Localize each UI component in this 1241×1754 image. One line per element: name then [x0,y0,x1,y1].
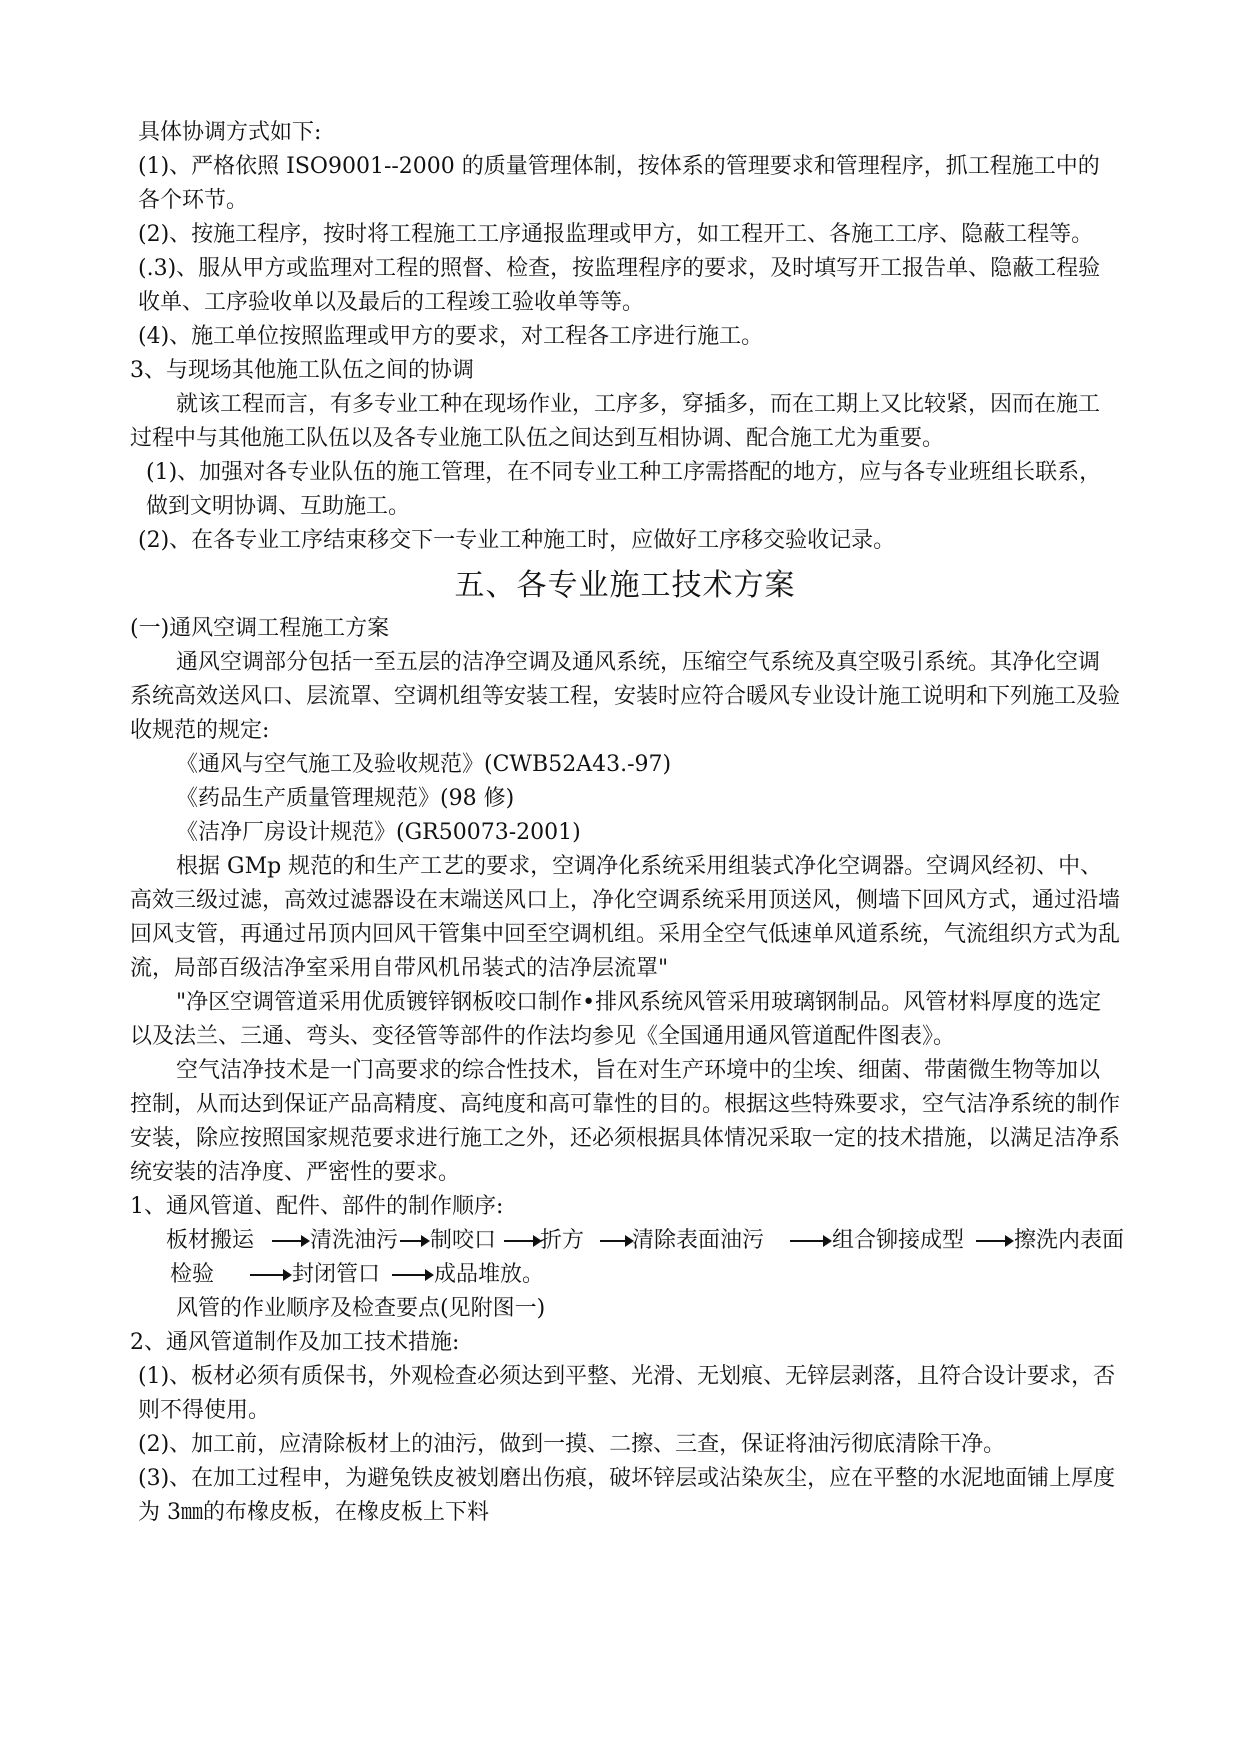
flow-step: 折方 [540,1228,585,1253]
flow-step: 检验 [170,1262,215,1287]
arrow-right-icon [400,1240,428,1242]
section-heading: 五、各专业施工技术方案 [454,568,796,603]
flow-step: 组合铆接成型 [832,1228,965,1253]
paragraph: 根据 GMp 规范的和生产工艺的要求，空调净化系统采用组装式净化空调器。空调风经初、中、高效三级过滤，高效过滤器设在末端送风口上，净化空调系统采用顶送风，侧墙下回风方式，通过沿墙回风支管，再通过吊顶内回风干管集中回至空调机组。采用全空气低速单风道系统，气流组织方式为乱流，局部百级洁净室采用自带风机吊装式的洁净层流罩" [130,854,1121,981]
flow-step: 板材搬运 [166,1228,255,1253]
arrow-right-icon [600,1240,632,1242]
section-subheading: 3、与现场其他施工队伍之间的协调 [130,358,474,383]
standard-reference: 《洁净厂房设计规范》(GR50073-2001) [176,820,581,845]
paragraph: (1)、加强对各专业队伍的施工管理，在不同专业工种工序需搭配的地方，应与各专业班组长联系，做到文明协调、互助施工。 [146,460,1102,519]
paragraph: (1)、严格依照 ISO9001--2000 的质量管理体制，按体系的管理要求和管理程序，抓工程施工中的各个环节。 [138,154,1100,213]
document-body [130,116,1125,1530]
paragraph: 风管的作业顺序及检查要点(见附图一) [176,1296,546,1321]
flow-step: 清洗油污 [310,1228,399,1253]
paragraph: "净区空调管道采用优质镀锌钢板咬口制作•排风系统风管采用玻璃钢制品。风管材料厚度的选定以及法兰、三通、弯头、变径管等部件的作法均参见《全国通用通风管道配件图表》。 [130,990,1102,1049]
arrow-right-icon [392,1274,432,1276]
paragraph: (4)、施工单位按照监理或甲方的要求，对工程各工序进行施工。 [138,324,764,349]
section-subheading: (一)通风空调工程施工方案 [130,616,390,641]
arrow-right-icon [272,1240,308,1242]
arrow-right-icon [790,1240,830,1242]
paragraph: (1)、板材必须有质保书，外观检查必须达到平整、光滑、无划痕、无锌层剥落，且符合设计要求，否则不得使用。 [138,1364,1116,1423]
process-flow-row-2 [130,1258,1120,1292]
flow-step: 成品堆放。 [434,1262,545,1287]
paragraph: 通风空调部分包括一至五层的洁净空调及通风系统，压缩空气系统及真空吸引系统。其净化空调系统高效送风口、层流罩、空调机组等安装工程，安装时应符合暖风专业设计施工说明和下列施工及验收规范的规定: [130,650,1121,743]
section-subheading: 1、通风管道、配件、部件的制作顺序: [130,1194,504,1219]
section-subheading: 2、通风管道制作及加工技术措施: [130,1330,460,1355]
paragraph: (2)、在各专业工序结束移交下一专业工种施工时，应做好工序移交验收记录。 [138,528,896,553]
flow-step: 制咬口 [430,1228,497,1253]
flow-step: 封闭管口 [292,1262,381,1287]
arrow-right-icon [976,1240,1012,1242]
paragraph: 具体协调方式如下: [138,120,322,145]
standard-reference: 《药品生产质量管理规范》(98 修) [176,786,515,811]
paragraph: (.3)、服从甲方或监理对工程的照督、检查，按监理程序的要求，及时填写开工报告单、隐蔽工程验收单、工序验收单以及最后的工程竣工验收单等等。 [138,256,1101,315]
process-flow-row-1 [130,1224,1125,1258]
standard-reference: 《通风与空气施工及验收规范》(CWB52A43.-97) [176,752,672,777]
flow-step: 擦洗内表面 [1014,1228,1125,1253]
arrow-right-icon [504,1240,540,1242]
paragraph: 就该工程而言，有多专业工种在现场作业，工序多，穿插多，而在工期上又比较紧，因而在施工过程中与其他施工队伍以及各专业施工队伍之间达到互相协调、配合施工尤为重要。 [130,392,1101,451]
flow-step: 清除表面油污 [632,1228,765,1253]
paragraph: (2)、加工前，应清除板材上的油污，做到一摸、二擦、三查，保证将油污彻底清除干净。 [138,1432,1006,1457]
paragraph: 空气洁净技术是一门高要求的综合性技术，旨在对生产环境中的尘埃、细菌、带菌微生物等加以控制，从而达到保证产品高精度、高纯度和高可靠性的目的。根据这些特殊要求，空气洁净系统的制作安装，除应按照国家规范要求进行施工之外，还必须根据具体情况采取一定的技术措施，以满足洁净系统安装的洁净度、严密性的要求。 [130,1058,1121,1185]
arrow-right-icon [250,1274,290,1276]
paragraph: (2)、按施工程序，按时将工程施工工序通报监理或甲方，如工程开工、各施工工序、隐蔽工程等。 [138,222,1094,247]
paragraph: (3)、在加工过程申，为避兔铁皮被划磨出伤痕，破坏锌层或沾染灰尘，应在平整的水泥地面铺上厚度为 3㎜的布橡皮板，在橡皮板上下料 [138,1466,1116,1525]
